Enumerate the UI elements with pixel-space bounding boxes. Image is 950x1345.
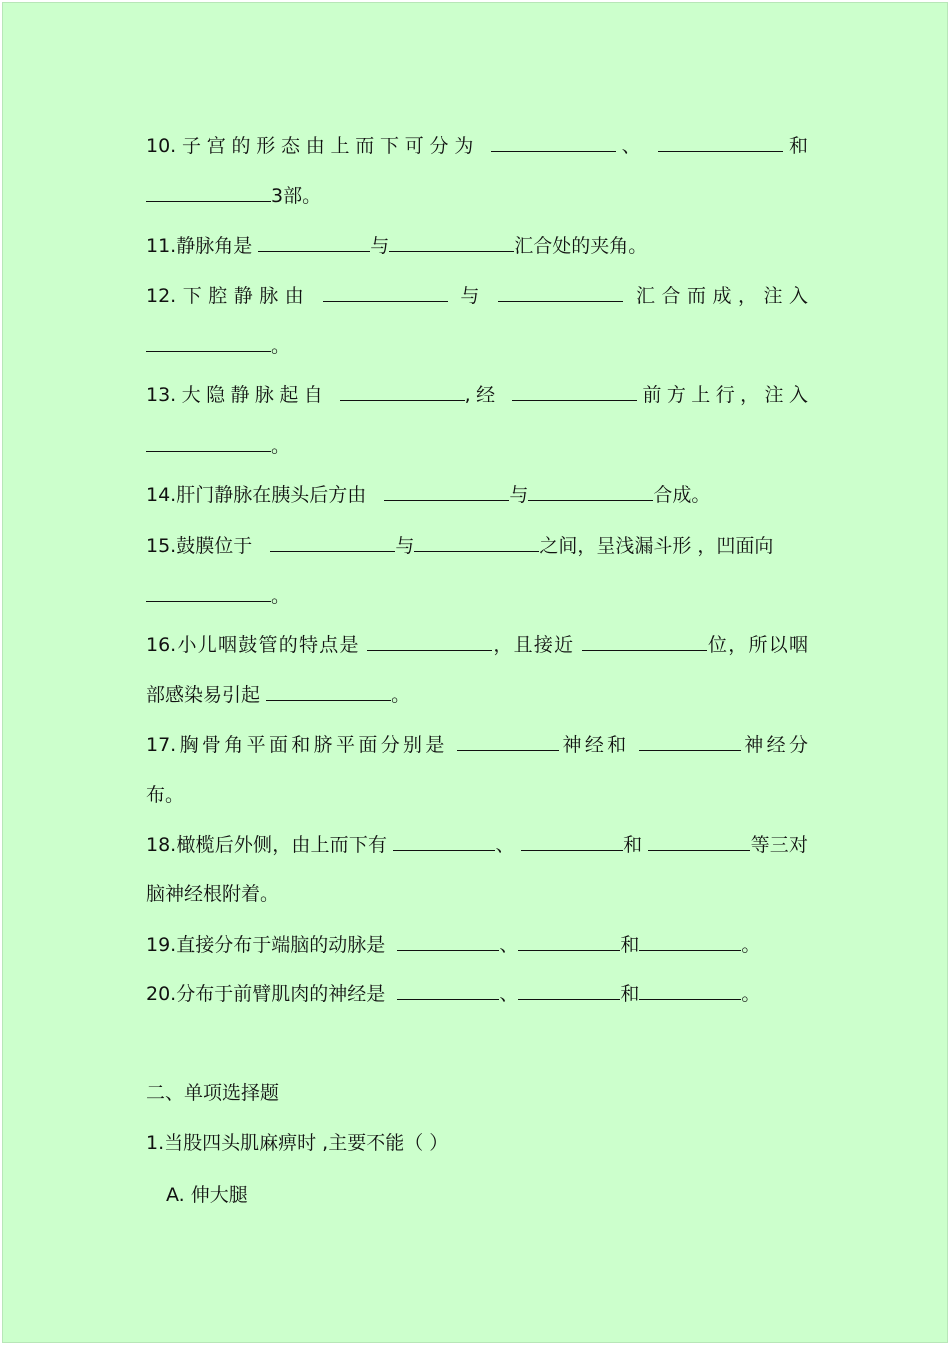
separator: 与 [370,235,390,257]
answer-blank[interactable] [648,834,750,851]
question-20 [146,982,760,1006]
question-18-end: 等三对 [750,834,808,856]
separator: 、 [499,983,519,1005]
question-13-line2 [146,434,290,458]
answer-blank[interactable] [146,435,271,452]
question-13-text: 13.大隐静脉起自 [146,384,329,406]
answer-blank[interactable] [639,734,741,751]
question-14 [146,483,710,507]
mc-question-1: 1.当股四头肌麻痹时 ,主要不能（ ） [146,1132,449,1154]
answer-blank[interactable] [340,384,465,401]
separator: 与 [395,535,415,557]
question-19 [146,933,760,957]
question-12-text: 12.下腔静脉由 [146,285,311,307]
question-19-text: 19.直接分布于端脑的动脉是 [146,934,386,956]
answer-blank[interactable] [498,285,623,302]
question-11-text: 11.静脉角是 [146,235,253,257]
answer-blank[interactable] [521,834,623,851]
answer-blank[interactable] [146,585,271,602]
answer-blank[interactable] [639,983,741,1000]
question-18-text: 18.橄榄后外侧，由上而下有 [146,834,388,856]
answer-blank[interactable] [389,235,514,252]
separator: 与 [460,285,486,307]
question-12-line1 [146,284,808,308]
mc-option-a[interactable]: A. 伸大腿 [166,1184,248,1206]
answer-blank[interactable] [393,834,495,851]
separator: ,经 [464,384,501,406]
separator: ，且接近 [492,634,575,656]
separator: 和 [783,135,809,157]
answer-blank[interactable] [518,983,620,1000]
answer-blank[interactable] [397,934,499,951]
answer-blank[interactable] [582,634,707,651]
answer-blank[interactable] [397,983,499,1000]
question-20-end: 。 [741,983,761,1005]
question-13-end: 前方上行，注入 [637,384,808,406]
question-10-end: 3部。 [271,185,322,207]
answer-blank[interactable] [323,285,448,302]
question-18-tail: 脑神经根附着。 [146,883,280,905]
answer-blank[interactable] [518,934,620,951]
question-12-line2 [146,334,290,358]
question-11 [146,234,647,258]
answer-blank[interactable] [414,535,539,552]
question-13-line1 [146,383,808,407]
separator: 、 [615,135,647,157]
answer-blank[interactable] [384,484,509,501]
separator: 和 [620,983,640,1005]
answer-blank[interactable] [146,335,271,352]
answer-blank[interactable] [639,934,741,951]
answer-blank[interactable] [512,384,637,401]
question-17-line2 [146,783,184,807]
answer-blank[interactable] [270,535,395,552]
question-16-tail: 。 [391,684,411,706]
question-17-text: 17.胸骨角平面和脐平面分别是 [146,734,448,756]
question-15-end: 之间，呈浅漏斗形 ，凹面向 [539,535,774,557]
question-14-text: 14.肝门静脉在胰头后方由 [146,484,367,506]
question-10-text: 10.子宫的形态由上而下可分为 [146,135,480,157]
question-20-text: 20.分布于前臂肌肉的神经是 [146,983,386,1005]
answer-blank[interactable] [266,684,391,701]
question-15-line2 [146,584,290,608]
question-18-line2 [146,882,279,906]
question-16-line2 [146,683,410,707]
question-16-text: 16.小儿咽鼓管的特点是 [146,634,360,656]
question-11-end: 汇合处的夹角。 [514,235,648,257]
separator: 和 [620,934,640,956]
question-17-end: 神经分 [740,734,808,756]
section-title: 二、单项选择题 [146,1082,280,1104]
question-18-line1 [146,833,808,857]
question-17-line1 [146,733,808,757]
answer-blank[interactable] [258,235,370,252]
document-page [2,2,948,1343]
separator: 神经和 [559,734,630,756]
answer-blank[interactable] [528,484,653,501]
question-12-end: 汇合而成，注入 [635,285,808,307]
separator: 与 [509,484,529,506]
answer-blank[interactable] [367,634,492,651]
question-12-tail: 。 [271,335,291,357]
answer-blank[interactable] [457,734,559,751]
question-14-end: 合成。 [653,484,711,506]
question-17-tail: 布。 [146,784,185,806]
question-10-line1 [146,134,808,158]
question-13-tail: 。 [271,435,291,457]
question-16-text2: 部感染易引起 [146,684,261,706]
question-15-text: 15.鼓膜位于 [146,535,253,557]
question-16-end: 位，所以咽 [706,634,808,656]
answer-blank[interactable] [491,135,616,152]
question-15-tail: 。 [271,585,291,607]
separator: 和 [622,834,643,856]
answer-blank[interactable] [146,185,271,202]
question-19-end: 。 [741,934,761,956]
question-16-line1 [146,633,808,657]
separator: 、 [495,834,515,856]
question-10-line2 [146,184,321,208]
separator: 、 [499,934,519,956]
answer-blank[interactable] [658,135,783,152]
question-15-line1 [146,534,773,558]
